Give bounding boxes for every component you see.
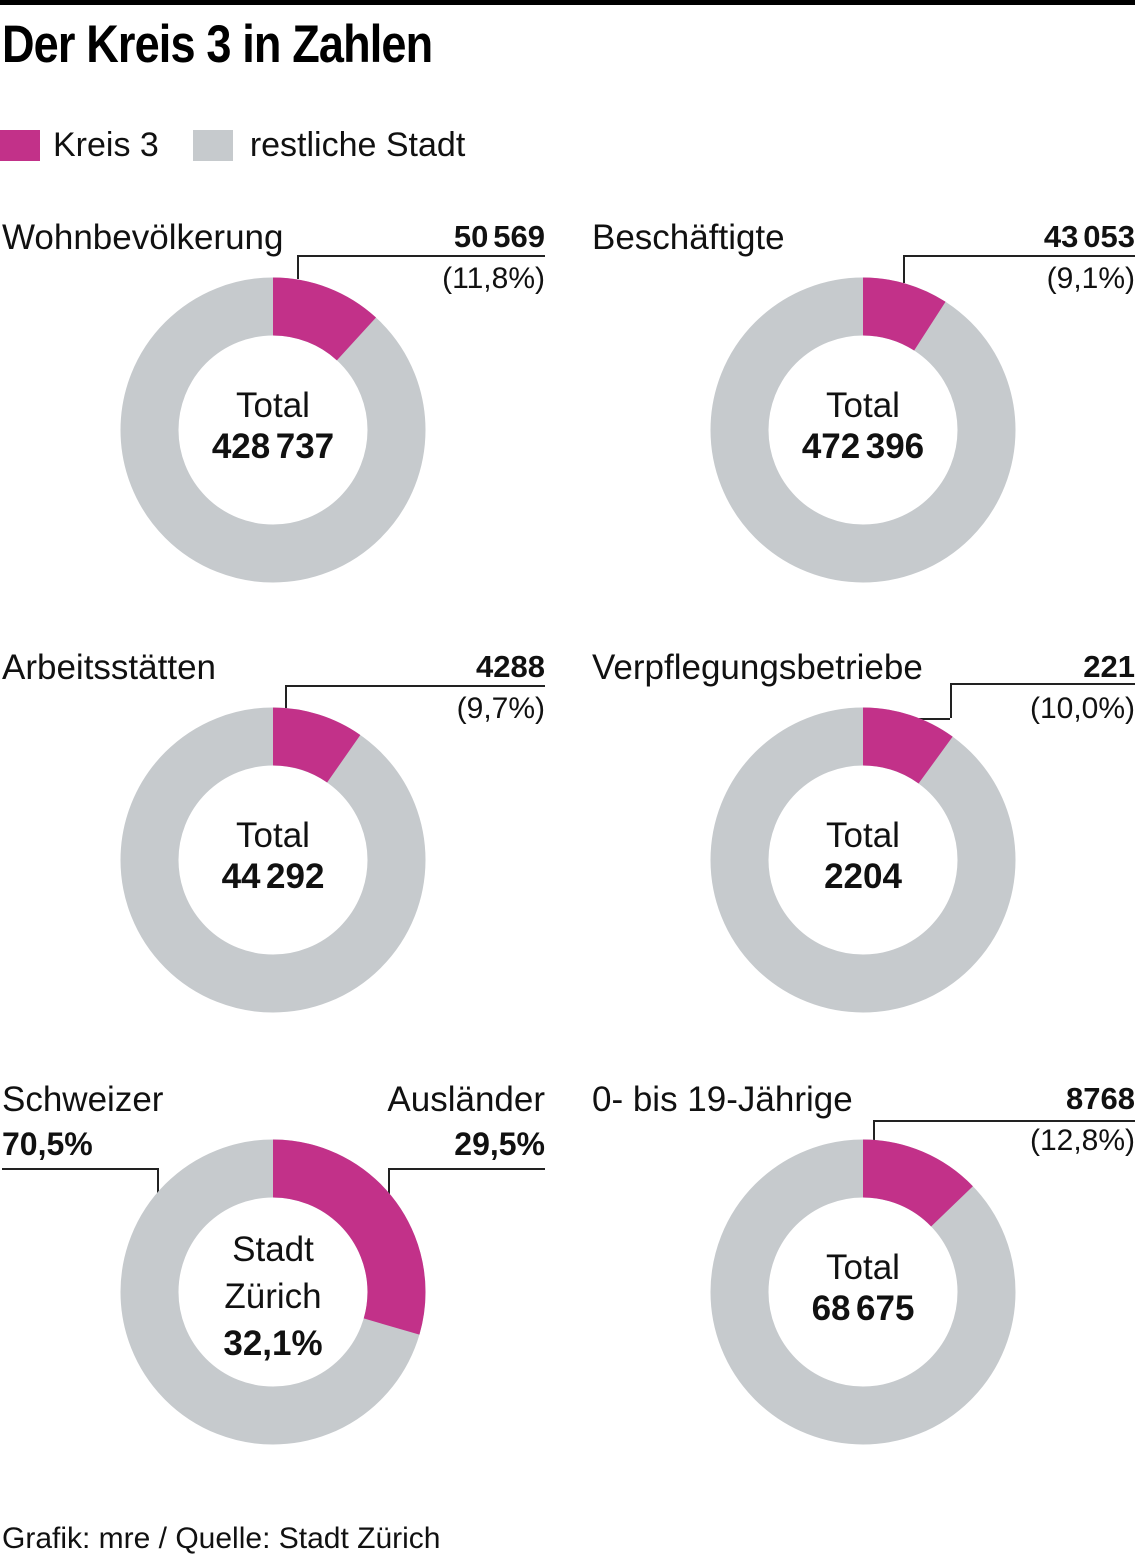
chart-title: Arbeitsstätten	[2, 648, 216, 687]
donut-center-label	[120, 1139, 426, 1445]
center-label-line1: Total	[236, 386, 310, 425]
donut-center-label	[710, 707, 1016, 1013]
donut-center-label	[120, 707, 426, 1013]
chart-wohnbevoelkerung	[2, 220, 545, 620]
chart-beschaeftigte	[592, 220, 1135, 620]
value-underline	[285, 685, 545, 687]
center-label-percent: 32,1%	[223, 1323, 323, 1363]
chart-arbeitsstaetten	[2, 650, 545, 1050]
center-label-line1: Total	[236, 816, 310, 855]
legend-swatch-kreis3	[0, 130, 40, 161]
legend-label-rest: restliche Stadt	[249, 126, 466, 164]
legend-swatch-rest	[193, 130, 233, 161]
chart-title: Wohnbevölkerung	[2, 218, 284, 257]
chart-title: Verpflegungsbetriebe	[592, 648, 923, 687]
value-underline	[873, 1120, 1135, 1122]
chart-verpflegungsbetriebe	[592, 650, 1135, 1050]
center-label-line1: Total	[826, 386, 900, 425]
donut-center-label	[120, 277, 426, 583]
center-label-line1: Stadt	[232, 1229, 314, 1269]
donut-center-label	[710, 277, 1016, 583]
pct-schweizer: 70,5%	[2, 1126, 93, 1162]
chart-title: Beschäftigte	[592, 218, 785, 257]
label-schweizer: Schweizer	[2, 1080, 164, 1119]
center-label-line1: Total	[826, 1248, 900, 1287]
chart-title: 0- bis 19-Jährige	[592, 1080, 853, 1119]
center-label-total: 472 396	[801, 427, 925, 466]
top-rule	[0, 0, 1135, 5]
kreis3-value: 50 569	[453, 219, 545, 254]
center-label-line2: Zürich	[224, 1276, 322, 1316]
chart-0-bis-19-jaehrige	[592, 1082, 1135, 1482]
center-label-total: 44 292	[221, 857, 325, 896]
center-label-total: 2204	[824, 857, 902, 896]
label-auslaender: Ausländer	[387, 1080, 545, 1119]
kreis3-percent: (11,8%)	[442, 262, 545, 295]
chart-schweizer-auslaender	[2, 1082, 545, 1482]
pct-auslaender: 29,5%	[454, 1126, 545, 1162]
kreis3-value: 43 053	[1043, 219, 1135, 254]
value-underline	[950, 683, 1135, 685]
legend-label-kreis3: Kreis 3	[53, 126, 159, 164]
kreis3-value: 221	[1083, 649, 1135, 684]
kreis3-percent: (9,1%)	[1046, 262, 1135, 295]
center-label-line1: Total	[826, 816, 900, 855]
page-title: Der Kreis 3 in Zahlen	[2, 15, 433, 74]
value-underline	[297, 255, 545, 257]
callout-line	[873, 1120, 875, 1141]
kreis3-value: 4288	[476, 649, 545, 684]
donut-center-label	[710, 1139, 1016, 1445]
credit-source-line: Grafik: mre / Quelle: Stadt Zürich	[2, 1522, 441, 1555]
callout-line	[297, 255, 299, 279]
callout-line	[285, 685, 287, 709]
kreis3-value: 8768	[1066, 1081, 1135, 1116]
center-label-total: 428 737	[211, 427, 335, 466]
kreis3-percent: (10,0%)	[1029, 692, 1135, 725]
kreis3-percent: (9,7%)	[456, 692, 545, 725]
center-label-total: 68 675	[811, 1289, 915, 1328]
legend	[0, 126, 465, 165]
kreis3-percent: (12,8%)	[1029, 1124, 1135, 1157]
value-underline	[903, 255, 1135, 257]
